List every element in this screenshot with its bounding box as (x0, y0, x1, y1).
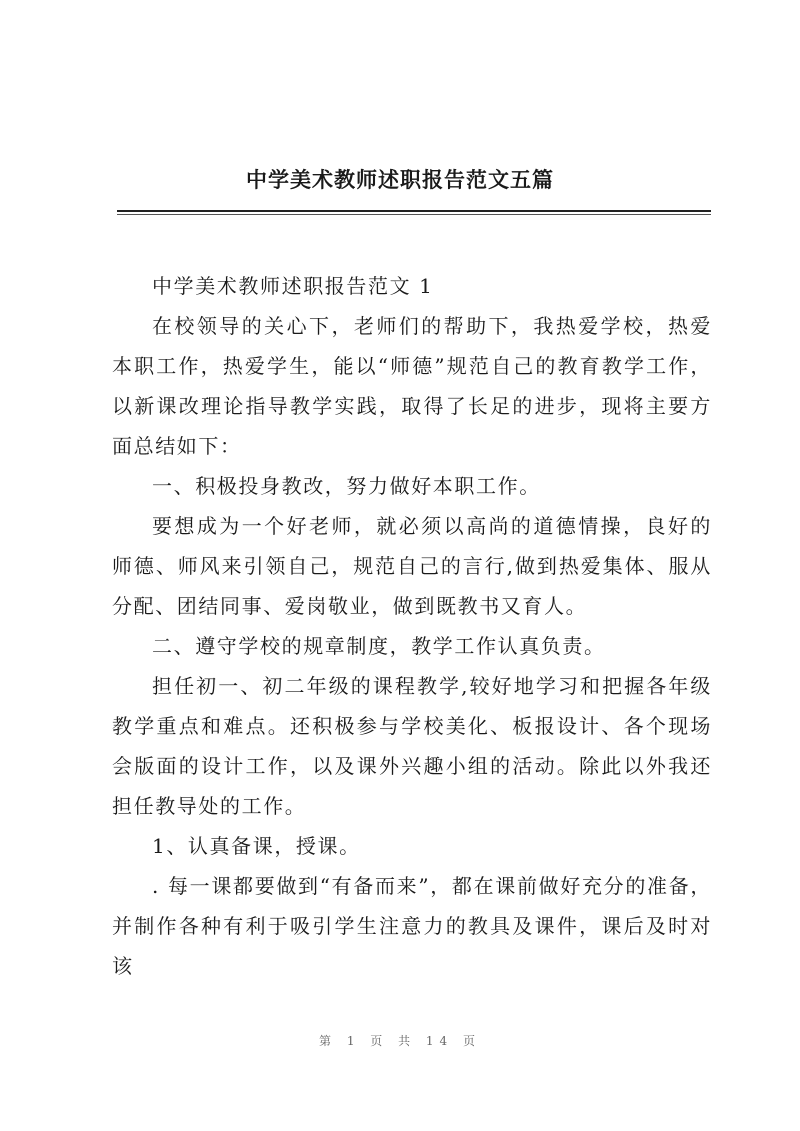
paragraph: 要想成为一个好老师，就必须以高尚的道德情操，良好的师德、师风来引领自己，规范自己的言行,做到热爱集体、服从分配、团结同事、爱岗敬业，做到既教书又育人。 (112, 514, 712, 618)
section-heading: 中学美术教师述职报告范文 1 (152, 274, 434, 298)
subsection-heading: 1、认真备课，授课。 (152, 834, 361, 858)
paragraph: 在校领导的关心下，老师们的帮助下，我热爱学校，热爱本职工作，热爱学生，能以“师德”规范自己的教育教学工作，以新课改理论指导教学实践，取得了长足的进步，现将主要方面总结如下： (112, 314, 712, 458)
title-divider (117, 210, 711, 212)
section-heading: 二、遵守学校的规章制度，教学工作认真负责。 (152, 634, 606, 658)
paragraph: . 每一课都要做到“有备而来”，都在课前做好充分的准备，并制作各种有利于吸引学生注意力的教具及课件，课后及时对该 (112, 874, 712, 978)
paragraph: 担任初一、初二年级的课程教学,较好地学习和把握各年级教学重点和难点。还积极参与学校美化、板报设计、各个现场会版面的设计工作，以及课外兴趣小组的活动。除此以外我还担任教导处的工作。 (112, 674, 712, 818)
title-divider-thin (117, 214, 711, 215)
document-body (112, 266, 712, 986)
document-title: 中学美术教师述职报告范文五篇 (246, 168, 554, 192)
page-number: 第 1 页 共 14 页 (319, 1034, 481, 1048)
section-heading: 一、积极投身教改，努力做好本职工作。 (152, 474, 541, 498)
